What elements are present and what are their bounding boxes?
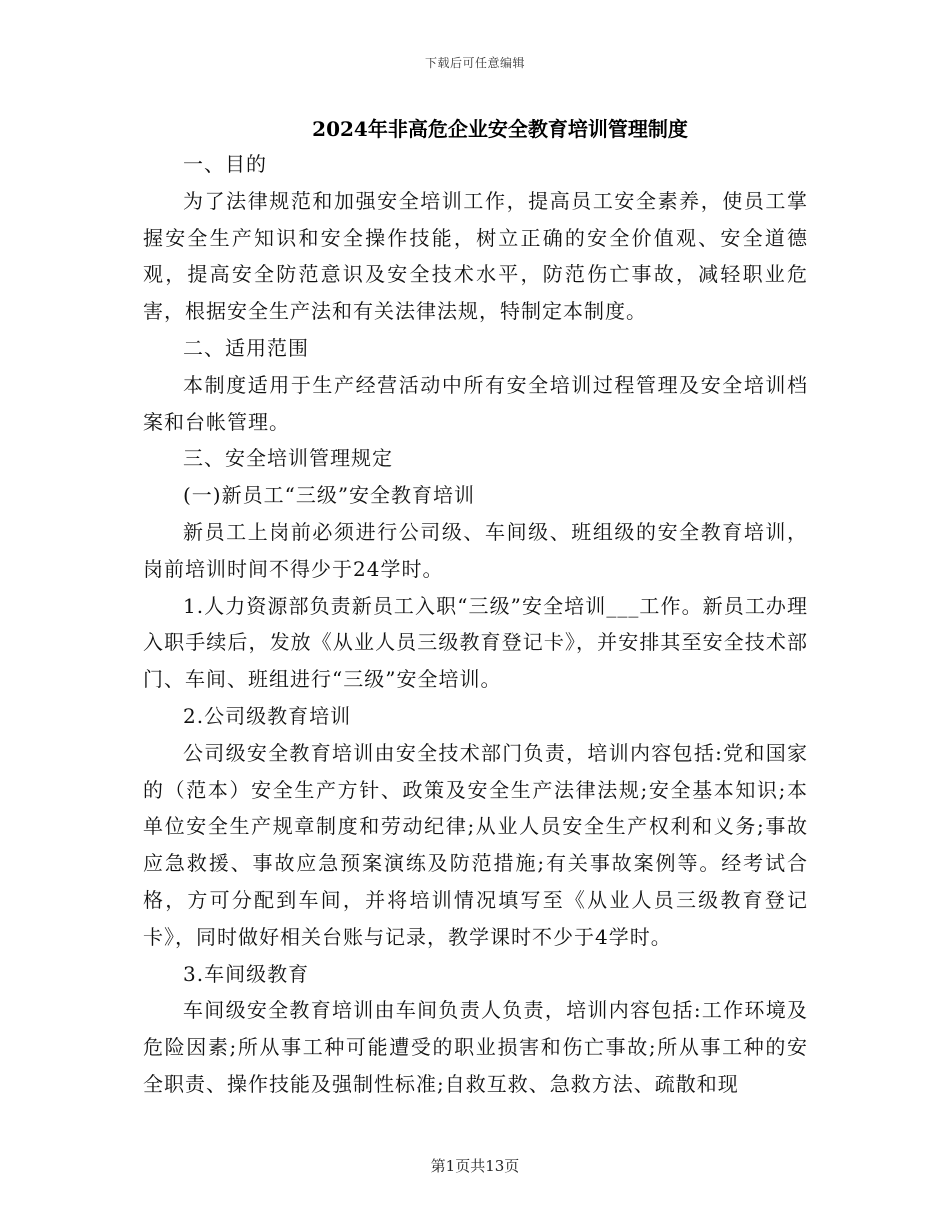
paragraph-company-level: 公司级安全教育培训由安全技术部门负责，培训内容包括:党和国家的（范本）安全生产方针、政策及安全生产法律法规;安全基本知识;本单位安全生产规章制度和劳动纪律;从业人员安全生产权利和义务;事故应急救援、事故应急预案演练及防范措施;有关事故案例等。经考试合格，方可分配到车间，并将培训情况填写至《从业人员三级教育登记卡》，同时做好相关台账与记录，教学课时不少于4学时。 bbox=[143, 740, 808, 949]
document-body bbox=[143, 146, 808, 1103]
paragraph-new-staff: 新员工上岗前必须进行公司级、车间级、班组级的安全教育培训，岗前培训时间不得少于24学时。 bbox=[143, 519, 808, 581]
paragraph-item-1: 1.人力资源部负责新员工入职“三级”安全培训___工作。新员工办理入职手续后，发放《从业人员三级教育登记卡》，并安排其至安全技术部门、车间、班组进行“三级”安全培训。 bbox=[143, 593, 808, 692]
header-note: 下载后可任意编辑 bbox=[424, 56, 525, 70]
item-heading-workshop-level: 3.车间级教育 bbox=[183, 961, 310, 986]
document-title: 2024年非高危企业安全教育培训管理制度 bbox=[312, 117, 688, 141]
subsection-heading-new-staff: (一)新员工“三级”安全教育培训 bbox=[183, 483, 476, 508]
section-heading-purpose: 一、目的 bbox=[183, 152, 267, 176]
section-heading-scope: 二、适用范围 bbox=[183, 335, 309, 360]
paragraph-workshop-level: 车间级安全教育培训由车间负责人负责，培训内容包括:工作环境及危险因素;所从事工种可能遭受的职业损害和伤亡事故;所从事工种的安全职责、操作技能及强制性标准;自救互救、急救方法、疏散和现 bbox=[143, 998, 808, 1096]
section-heading-rules: 三、安全培训管理规定 bbox=[183, 446, 393, 471]
item-heading-company-level: 2.公司级教育培训 bbox=[183, 703, 352, 728]
page-number-footer: 第1页共13页 bbox=[430, 1157, 520, 1175]
paragraph-purpose: 为了法律规范和加强安全培训工作，提高员工安全素养，使员工掌握安全生产知识和安全操作技能，树立正确的安全价值观、安全道德观，提高安全防范意识及安全技术水平，防范伤亡事故，减轻职业危害，根据安全生产法和有关法律法规，特制定本制度。 bbox=[143, 188, 808, 324]
paragraph-scope: 本制度适用于生产经营活动中所有安全培训过程管理及安全培训档案和台帐管理。 bbox=[143, 372, 808, 434]
